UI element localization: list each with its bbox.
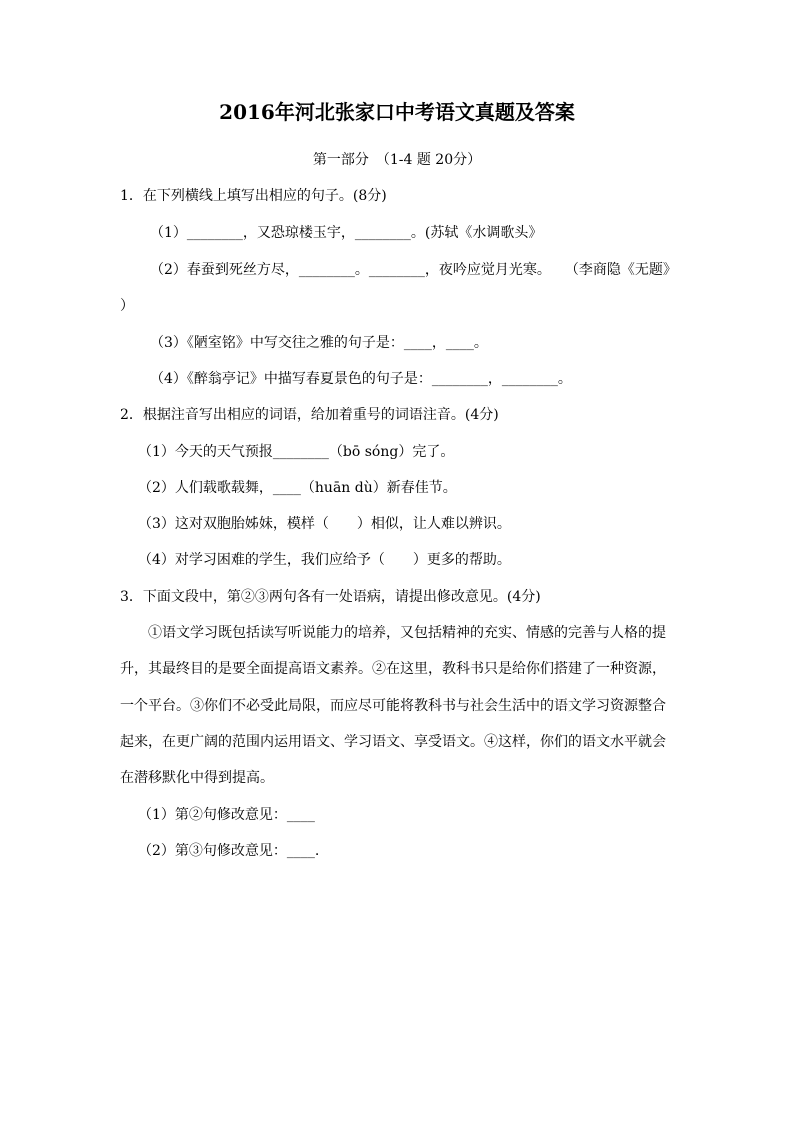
q3-paragraph-line-5: 在潜移默化中得到提高。	[120, 770, 274, 786]
q3-paragraph-line-2: 升，其最终目的是要全面提高语文素养。②在这里，教科书只是给你们搭建了一种资源，	[120, 661, 666, 677]
q3-paragraph-line-3: 一个平台。③你们不必受此局限，而应尽可能将教科书与社会生活中的语文学习资源整合	[120, 698, 666, 714]
q1-item-4: （4）《醉翁亭记》中描写春夏景色的句子是：________，________。	[150, 371, 572, 387]
q1-stem: 1．在下列横线上填写出相应的句子。(8分)	[120, 188, 387, 204]
page-title: 2016年河北张家口中考语文真题及答案	[219, 100, 575, 124]
q1-item-1: （1）________，又恐琼楼玉宇，________。(苏轼《水调歌头》	[150, 225, 543, 241]
q1-item-3: （3）《陋室铭》中写交往之雅的句子是：____，____。	[150, 335, 488, 351]
q2-item-4: （4）对学习困难的学生，我们应给予（ ）更多的帮助。	[138, 552, 511, 568]
part-heading: 第一部分 （1-4 题 20分）	[312, 152, 482, 168]
q2-item-2: （2）人们载歌载舞，____（huān dù）新春佳节。	[138, 480, 457, 496]
q3-item-2: （2）第③句修改意见：____.	[138, 843, 320, 859]
q2-stem: 2．根据注音写出相应的词语，给加着重号的词语注音。(4分)	[120, 407, 499, 423]
q2-item-1: （1）今天的天气预报________（bō sóng）完了。	[138, 444, 455, 460]
q1-item-2-continued: ）	[120, 298, 134, 314]
q1-item-2: （2）春蚕到死丝方尽，________。________，夜吟应觉月光寒。 （李商隐《无题》	[150, 262, 677, 278]
q3-paragraph-line-1: ①语文学习既包括读写听说能力的培养，又包括精神的充实、情感的完善与人格的提	[148, 625, 666, 641]
q3-paragraph-line-4: 起来，在更广阔的范围内运用语文、学习语文、享受语文。④这样，你们的语文水平就会	[120, 734, 666, 750]
q2-item-3: （3）这对双胞胎姊妹，模样（ ）相似，让人难以辨识。	[138, 516, 511, 532]
q3-stem: 3．下面文段中，第②③两句各有一处语病，请提出修改意见。(4分)	[120, 589, 541, 605]
q3-item-1: （1）第②句修改意见：____	[138, 807, 315, 823]
